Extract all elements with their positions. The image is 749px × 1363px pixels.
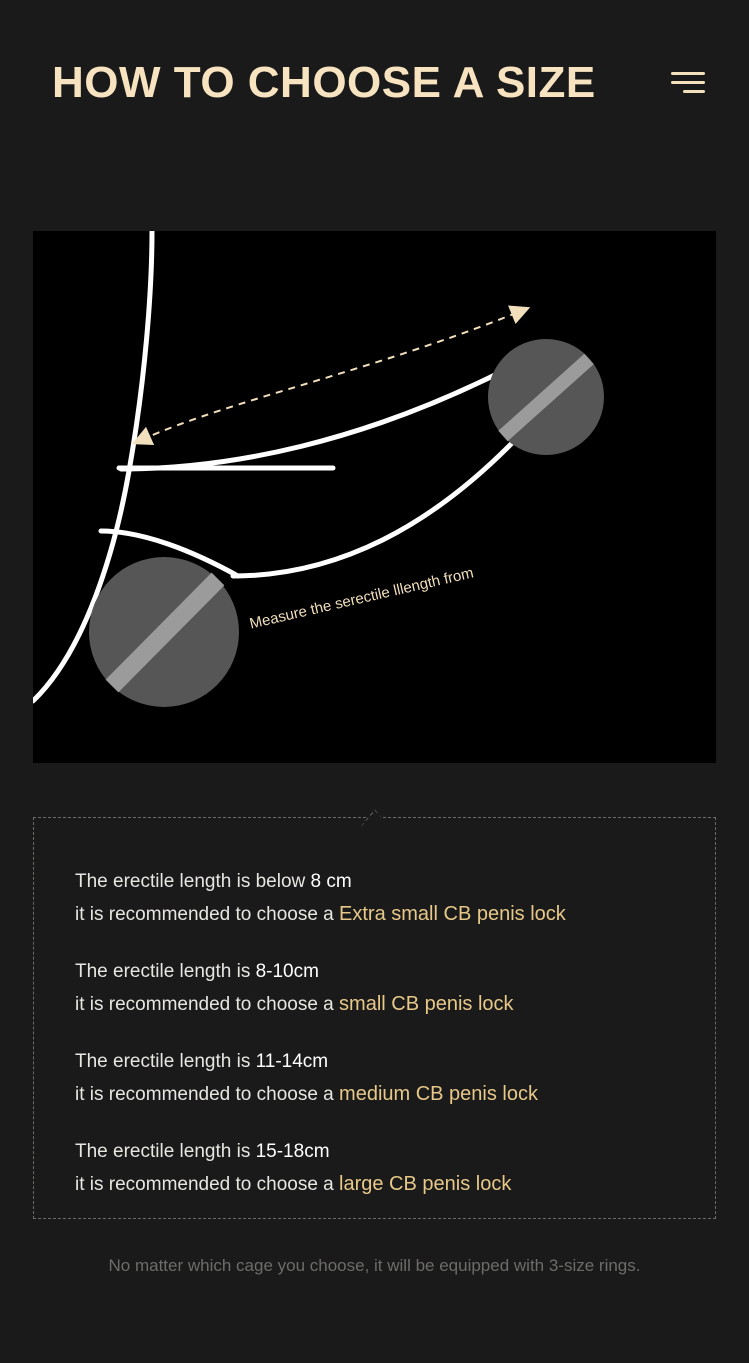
entry-length-line	[75, 1138, 695, 1167]
entry-recommend-prefix: it is recommended to choose a	[75, 1173, 340, 1195]
entry-recommend-prefix: it is recommended to choose a	[75, 1083, 340, 1105]
illustration-graphic	[33, 231, 716, 763]
hamburger-menu-icon[interactable]	[671, 72, 707, 102]
entry-prefix: The erectile length is	[75, 961, 256, 982]
size-recommendation-box	[33, 817, 716, 1219]
entry-recommend-line	[75, 989, 695, 1020]
entry-prefix: The erectile length is	[75, 1051, 256, 1072]
footer-note: No matter which cage you choose, it will be equipped with 3-size rings.	[108, 1256, 641, 1275]
list-item	[75, 1138, 695, 1199]
entry-prefix: The erectile length is	[75, 1141, 256, 1162]
entry-length-line	[75, 1048, 695, 1077]
list-item	[75, 958, 695, 1019]
entry-length-line	[75, 958, 695, 987]
menu-bar-3	[683, 90, 705, 93]
entry-recommend-line	[75, 899, 695, 930]
menu-bar-2	[671, 81, 705, 84]
entry-recommend-product: Extra small CB penis lock	[339, 902, 566, 925]
page-header	[0, 58, 749, 128]
entry-recommend-line	[75, 1169, 695, 1200]
ring-bottom-icon	[89, 557, 239, 707]
entry-recommend-line	[75, 1079, 695, 1110]
entry-recommend-product: large CB penis lock	[339, 1172, 512, 1195]
entry-recommend-product: medium CB penis lock	[339, 1082, 538, 1105]
measure-label: Measure the serectile lllength from	[248, 564, 476, 633]
box-notch	[361, 809, 389, 827]
entry-recommend-prefix: it is recommended to choose a	[75, 903, 340, 925]
entry-value: 8-10cm	[255, 961, 319, 982]
list-item	[75, 1048, 695, 1109]
entry-value: 8 cm	[310, 871, 352, 892]
ring-top-icon	[488, 339, 604, 455]
entry-recommend-product: small CB penis lock	[339, 992, 514, 1015]
page-title: HOW TO CHOOSE A SIZE	[52, 58, 596, 107]
entry-recommend-prefix: it is recommended to choose a	[75, 993, 340, 1015]
entry-value: 11-14cm	[255, 1051, 329, 1072]
menu-bar-1	[671, 72, 705, 75]
entry-value: 15-18cm	[255, 1141, 330, 1162]
list-item	[75, 868, 695, 929]
size-entry-list	[75, 868, 695, 1199]
entry-length-line	[75, 868, 695, 897]
entry-prefix: The erectile length is below	[75, 871, 311, 892]
measurement-illustration	[33, 231, 716, 763]
